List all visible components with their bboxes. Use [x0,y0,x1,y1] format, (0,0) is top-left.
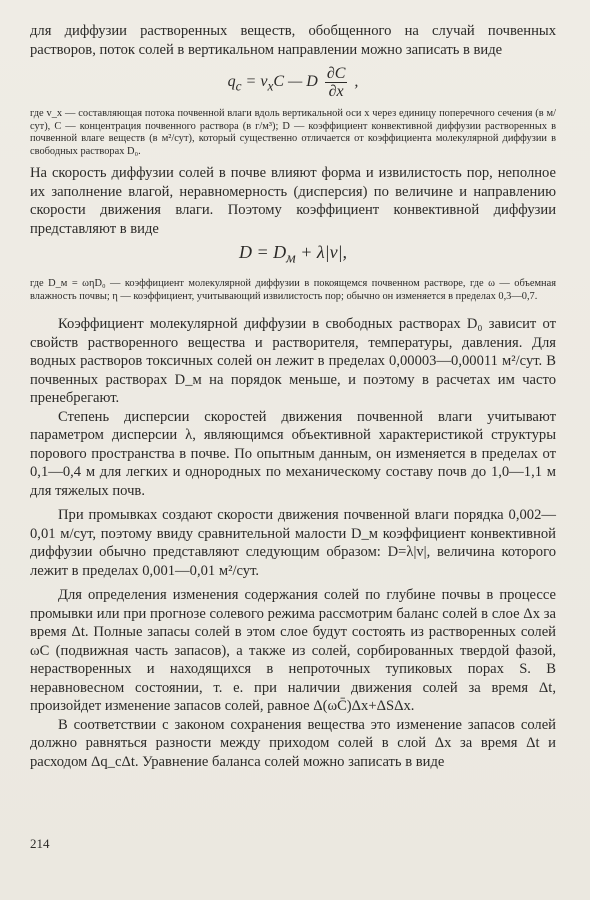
formula-mid: = v [241,73,268,91]
formula-tail: , [350,73,359,91]
paragraph-1: для диффузии растворенных веществ, обобщенного на случай почвенных растворов, поток солей в вертикальном направлении можно записать в виде [30,23,556,58]
paragraph-4: Степень дисперсии скоростей движения почвенной влаги учитывают параметром дисперсии λ, являющимся объективной характеристикой структуры порового пространства в почве. По опытным данным, он изменяется в пределах от 0,1—0,4 м для легких и однородных по механическому составу почв до 1,0—1,1 м для тяжелых почв. [30,408,556,499]
page-content [30,22,556,771]
small-note-1: где v_x — составляющая потока почвенной влаги вдоль вертикальной оси x через единицу поперечного сечения (в м/сут), C — концентрация почвенного раствора (в г/м³); D — коэффициент конвективной диффузии растворенных в почвенной влаге веществ (в м²/сут), который существенно отличается от коэффициента молекулярной диффузии в свободных растворах D₀. [30,108,556,157]
formula-v-sub: x [267,78,274,94]
formula-mid2: C — D [273,73,322,91]
paragraph-2: На скорость диффузии солей в почве влияют форма и извилистость пор, неполное их заполнение влагой, неравномерность (дисперсия) по величине и направлению скорости движения влаги. Поэтому коэффициент конвективной диффузии представляют в виде [30,165,556,237]
formula-flux [30,59,556,108]
formula2-tail: + λ|v|, [295,242,348,263]
paragraph-3: Коэффициент молекулярной диффузии в свободных растворах D₀ зависит от свойств растворенного вещества и растворителя, температуры, давления. Для водных растворов токсичных солей он лежит в пределах 0,00003—0,00011 м²/сут. В почвенных растворах D_м на порядок меньше, и поэтому в расчетах им часто пренебрегают. [30,316,556,407]
fraction-denominator: ∂x [328,83,344,100]
paragraph-5: При промывках создают скорости движения почвенной влаги порядка 0,002—0,01 м/сут, поэтому ввиду сравнительной малости D_м коэффициент конвективной диффузии обычно представляют следующим образом: D=λ|v|, величина которого лежит в пределах 0,001—0,01 м²/сут. [30,507,556,579]
formula-fraction [325,65,348,100]
formula-dispersion [30,238,556,278]
formula2-main: D = D [238,242,287,263]
page-number: 214 [30,836,50,851]
formula2-sub: м [286,250,296,267]
small-note-2: где D_м = ωηD₀ — коэффициент молекулярной диффузии в покоящемся почвенном растворе, где ω — объемная влажность почвы; η — коэффициент, учитывающий извилистость пор; обычно он изменяется в пределах 0,3—0,7. [30,277,556,302]
paragraph-7: В соответствии с законом сохранения вещества это изменение запасов солей должно равняться разности между приходом солей в слой Δx за время Δt и расходом Δq_cΔt. Уравнение баланса солей можно записать в виде [30,716,556,770]
formula-q: q [227,73,236,91]
fraction-numerator: ∂C [326,65,346,82]
formula-q-sub: c [235,78,242,94]
paragraph-6: Для определения изменения содержания солей по глубине почвы в процессе промывки или при прогнозе солевого режима рассмотрим баланс солей в слое Δx за время Δt. Полные запасы солей в этом слое будут состоять из растворенных солей ωC (подвижная часть запасов), а также из солей, сорбированных твердой фазой, нерастворенных и находящихся в непроточных тупиковых порах S. В неравновесном состоянии, т. е. при наличии движения солей за время Δt, произойдет изменение запасов солей, равное Δ(ωC̄)Δx+ΔSΔx. [30,587,556,715]
